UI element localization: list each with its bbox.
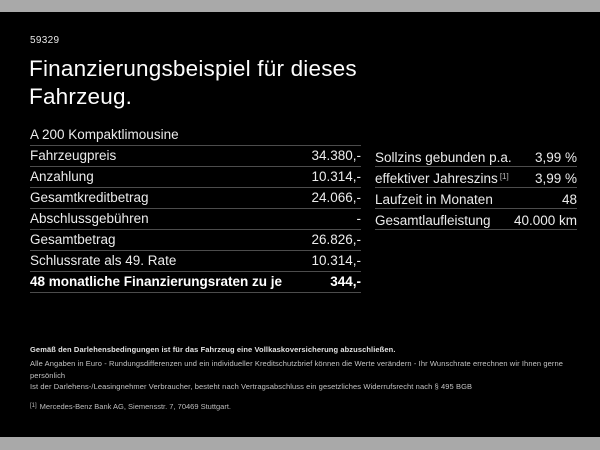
conditions-row-laufleistung	[375, 209, 577, 230]
footer	[30, 344, 585, 412]
conditions-row-label: Laufzeit in Monaten	[375, 192, 493, 207]
finance-row-label: Gesamtbetrag	[30, 232, 116, 247]
conditions-row-laufzeit	[375, 188, 577, 209]
conditions-row-value: 48	[561, 192, 577, 207]
footnote-text: Mercedes-Benz Bank AG, Siemensstr. 7, 70469 Stuttgart.	[39, 401, 232, 411]
finance-row-value: 26.826,-	[311, 232, 361, 247]
finance-row-abschlussgebuehren	[30, 209, 361, 230]
finance-row-value: 10.314,-	[311, 253, 361, 268]
bottom-bar	[0, 437, 600, 450]
finance-row-label: Gesamtkreditbetrag	[30, 190, 149, 205]
conditions-row-label: Gesamtlaufleistung	[375, 213, 491, 228]
finance-table	[30, 125, 361, 293]
vehicle-model: A 200 Kompaktlimousine	[30, 127, 179, 142]
doc-number: 59329	[30, 35, 60, 46]
conditions-row-sollzins	[375, 146, 577, 167]
finance-row-label: Fahrzeugpreis	[30, 148, 117, 163]
finance-row-value: -	[356, 211, 361, 226]
conditions-row-label: effektiver Jahreszins [1]	[375, 171, 509, 186]
conditions-row-value: 40.000 km	[513, 213, 577, 228]
finance-row-label: Schlussrate als 49. Rate	[30, 253, 177, 268]
finance-row-value: 24.066,-	[311, 190, 361, 205]
monthly-rate-value: 344,-	[330, 274, 361, 289]
finance-row-gesamtbetrag	[30, 230, 361, 251]
conditions-row-jahreszins	[375, 167, 577, 188]
finance-row-value: 10.314,-	[311, 169, 361, 184]
conditions-row-value: 3,99 %	[534, 150, 577, 165]
conditions-table	[375, 146, 577, 230]
finance-row-label: Abschlussgebühren	[30, 211, 149, 226]
top-bar	[0, 0, 600, 12]
finance-row-schlussrate	[30, 251, 361, 272]
insurance-note: Gemäß den Darlehensbedingungen ist für das Fahrzeug eine Vollkaskoversicherung abzuschließen.	[30, 345, 396, 354]
finance-row-label: Anzahlung	[30, 169, 94, 184]
footnote-ref: [1]	[499, 172, 509, 181]
monthly-rate-label: 48 monatliche Finanzierungsraten zu je	[30, 274, 283, 289]
vehicle-model-row	[30, 125, 361, 146]
finance-row-gesamtkreditbetrag	[30, 188, 361, 209]
page-title: Finanzierungsbeispiel für dieses Fahrzeug.	[29, 56, 357, 109]
footnote-marker: [1]	[30, 402, 37, 409]
bank-footnote	[30, 401, 585, 412]
monthly-rate-row	[30, 272, 361, 293]
conditions-row-value: 3,99 %	[534, 171, 577, 186]
disclaimer-line-2: Ist der Darlehens-/Leasingnehmer Verbraucher, besteht nach Vertragsabschluss ein gesetzliches Widerrufsrecht nach § 495 BGB	[30, 382, 473, 391]
disclaimer-line-1: Alle Angaben in Euro - Rundungsdifferenzen und ein individueller Kreditschutzbrief können die Werte verändern - Ihr Wunschrate errechnen wir Ihnen gerne persönlich	[30, 359, 564, 380]
finance-row-value: 34.380,-	[311, 148, 361, 163]
finance-row-fahrzeugpreis	[30, 146, 361, 167]
finance-row-anzahlung	[30, 167, 361, 188]
conditions-row-label: Sollzins gebunden p.a.	[375, 150, 512, 165]
